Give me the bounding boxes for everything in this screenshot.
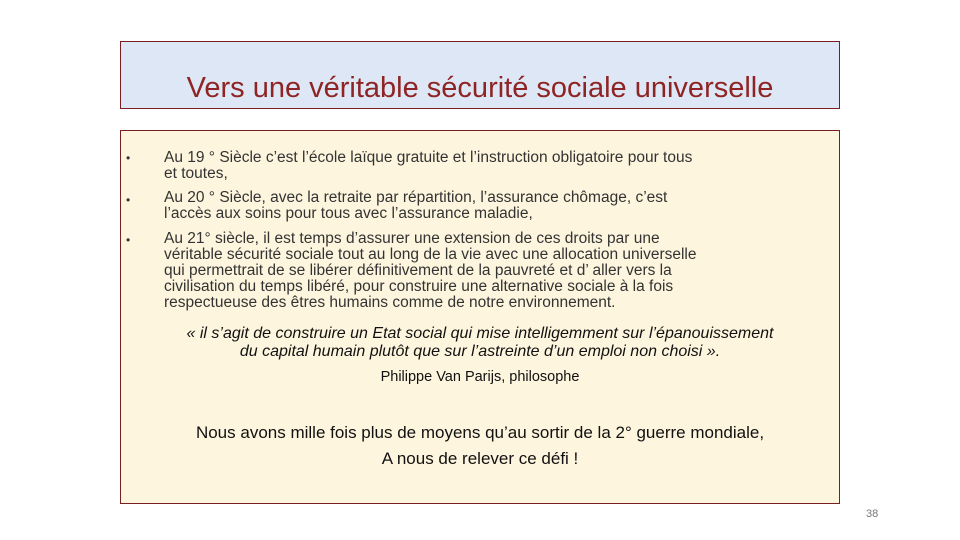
slide-title: Vers une véritable sécurité sociale universelle — [186, 72, 774, 104]
bullet-line: respectueuse des êtres humains comme de notre environnement. — [164, 294, 616, 311]
bullet-19th-century — [164, 150, 834, 182]
bullet-line: Au 19 ° Siècle c’est l’école laïque gratuite et l’instruction obligatoire pour tous — [164, 149, 693, 166]
closing-line: Nous avons mille fois plus de moyens qu’au sortir de la 2° guerre mondiale, — [195, 423, 765, 442]
closing-statement — [120, 420, 840, 472]
bullet-marker: • — [126, 233, 131, 247]
bullet-line: Au 21° siècle, il est temps d’assurer une extension de ces droits par une — [164, 230, 660, 247]
bullet-21st-century — [164, 231, 834, 311]
page-number: 38 — [866, 508, 879, 520]
bullet-marker: • — [126, 193, 131, 207]
quote-author: Philippe Van Parijs, philosophe — [380, 369, 580, 385]
bullet-20th-century — [164, 190, 834, 222]
bullet-line: l’accès aux soins pour tous avec l’assurance maladie, — [164, 205, 533, 222]
quote-line: « il s’agit de construire un Etat social qui mise intelligemment sur l’épanouissement — [186, 325, 774, 342]
bullet-line: Au 20 ° Siècle, avec la retraite par répartition, l’assurance chômage, c’est — [164, 189, 668, 206]
quote-line: du capital humain plutôt que sur l’astreinte d’un emploi non choisi ». — [239, 343, 721, 360]
bullet-line: qui permettrait de se libérer définitivement de la pauvreté et d’ aller vers la — [164, 262, 672, 279]
quote — [120, 325, 840, 361]
closing-line: A nous de relever ce défi ! — [381, 449, 579, 468]
bullet-marker: • — [126, 151, 131, 165]
bullet-line: civilisation du temps libéré, pour construire une alternative sociale à la fois — [164, 278, 674, 295]
title-box — [120, 41, 840, 109]
bullet-line: et toutes, — [164, 165, 228, 182]
bullet-line: véritable sécurité sociale tout au long de la vie avec une allocation universelle — [164, 246, 697, 263]
